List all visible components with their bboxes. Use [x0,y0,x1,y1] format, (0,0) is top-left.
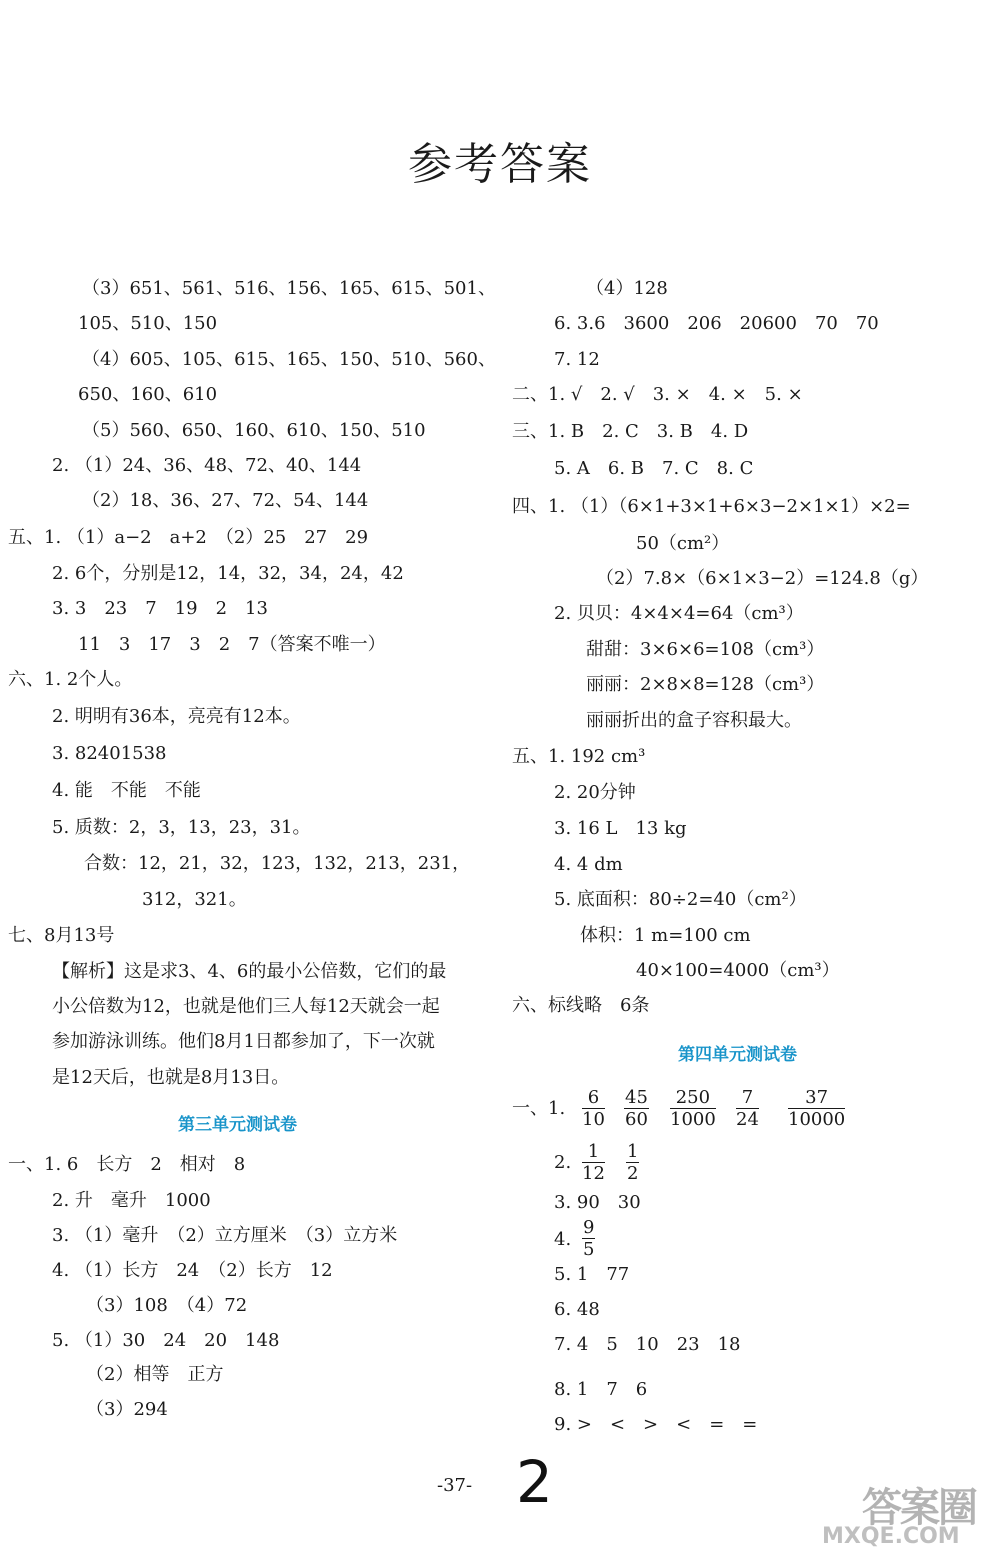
fraction: $\frac{6}{10}$ [582,1087,605,1130]
right-answer-line: 2. 20分钟 [554,782,636,803]
fraction: $\frac{45}{60}$ [625,1087,648,1130]
left-answer-line: 合数：12，21，32，123，132，213，231， [84,853,471,874]
right-answer-line: 五、1. 192 cm³ [512,746,646,767]
right-answer-line: （2）7.8×（6×1×3−2）=124.8（g） [596,568,929,589]
watermark-url: MXQE.COM [822,1524,960,1549]
left-answer-line: 是12天后，也就是8月13日。 [52,1067,290,1088]
fraction: $\frac{1}{2}$ [627,1141,639,1184]
right-answer-line: 三、1. B 2. C 3. B 4. D [512,421,749,442]
left-answer-line: 3. （1）毫升 （2）立方厘米 （3）立方米 [52,1225,398,1246]
left-answer-line: 650、160、610 [78,384,218,405]
left-answer-line: 六、1. 2个人。 [8,669,133,690]
right-answer-line: 二、1. √ 2. √ 3. × 4. × 5. × [512,384,803,405]
right-answer-line: 丽丽折出的盒子容积最大。 [586,710,802,731]
left-answer-line: 3. 82401538 [52,743,167,764]
left-answer-line: 5. 质数：2，3，13，23，31。 [52,817,311,838]
left-answer-line: 2. 明明有36本，亮亮有12本。 [52,706,301,727]
right-answer-line: 7. 12 [554,349,600,370]
unit4-answer-line: 9. > < > < = = [554,1414,758,1435]
page-title: 参考答案 [408,139,592,190]
fraction: $\frac{7}{24}$ [736,1087,759,1130]
right-answer-line: 3. 16 L 13 kg [554,818,687,839]
left-answer-line: （4）605、105、615、165、150、510、560、 [82,349,496,370]
unit4-answer-line: 3. 90 30 [554,1192,641,1213]
right-answer-line: 50（cm²） [636,533,730,554]
left-answer-line: （3）651、561、516、156、165、615、501、 [82,278,496,299]
right-answer-line: 6. 3.6 3600 206 20600 70 70 [554,313,879,334]
right-answer-line: 甜甜：3×6×6=108（cm³） [586,639,825,660]
right-answer-line: 四、1. （1）（6×1+3×1+6×3−2×1×1）×2= [512,496,911,517]
left-answer-line: 2. 升 毫升 1000 [52,1190,211,1211]
watermark-logo: 答案圈 [862,1485,976,1531]
left-answer-line: 五、1. （1）a−2 a+2 （2）25 27 29 [8,527,369,548]
left-answer-line: 4. （1）长方 24 （2）长方 12 [52,1260,333,1281]
right-answer-line: （4）128 [586,278,668,299]
section-heading-unit4: 第四单元测试卷 [678,1045,797,1065]
right-answer-line: 5. 底面积：80÷2=40（cm²） [554,889,807,910]
left-answer-line: （3）294 [86,1399,168,1420]
fraction: $\frac{37}{10000}$ [788,1087,846,1130]
left-answer-line: （5）560、650、160、610、150、510 [82,420,426,441]
fraction: $\frac{1}{12}$ [582,1141,605,1184]
left-answer-line: （2）相等 正方 [86,1364,224,1385]
left-answer-line: 小公倍数为12，也就是他们三人每12天就会一起 [52,996,440,1017]
left-answer-line: 4. 能 不能 不能 [52,780,201,801]
left-answer-line: 七、8月13号 [8,925,115,946]
fraction: $\frac{250}{1000}$ [670,1087,716,1130]
unit4-answer-line: 8. 1 7 6 [554,1379,648,1400]
page-number: -37- [437,1475,473,1496]
left-answer-line: 312，321。 [142,889,247,910]
handwritten-mark: 2 [516,1448,553,1516]
unit4-answer-line: 5. 1 77 [554,1264,630,1285]
left-answer-line: 2. （1）24、36、48、72、40、144 [52,455,362,476]
unit4-q1-label: 一、1. [512,1098,566,1119]
unit4-q4-label: 4. [554,1229,572,1250]
right-answer-line: 体积：1 m=100 cm [580,925,751,946]
left-answer-line: 2. 6个，分别是12，14，32，34，24，42 [52,563,404,584]
left-answer-line: 11 3 17 3 2 7（答案不唯一） [78,634,386,655]
left-answer-line: 3. 3 23 7 19 2 13 [52,598,268,619]
unit4-answer-line: 6. 48 [554,1299,600,1320]
right-answer-line: 5. A 6. B 7. C 8. C [554,458,754,479]
left-answer-line: （2）18、36、27、72、54、144 [82,490,369,511]
left-answer-line: 一、1. 6 长方 2 相对 8 [8,1154,246,1175]
unit4-answer-line: 7. 4 5 10 23 18 [554,1334,741,1355]
left-answer-line: 【解析】这是求3、4、6的最小公倍数，它们的最 [52,961,447,982]
right-answer-line: 六、标线略 6条 [512,995,650,1016]
right-answer-line: 丽丽：2×8×8=128（cm³） [586,674,825,695]
fraction: $\frac{9}{5}$ [583,1217,595,1260]
left-answer-line: 105、510、150 [78,313,218,334]
left-answer-line: （3）108 （4）72 [86,1295,248,1316]
right-answer-line: 4. 4 dm [554,854,623,875]
left-answer-line: 参加游泳训练。他们8月1日都参加了，下一次就 [52,1031,435,1052]
right-answer-line: 2. 贝贝：4×4×4=64（cm³） [554,603,804,624]
right-answer-line: 40×100=4000（cm³） [636,960,840,981]
unit4-q2-label: 2. [554,1152,572,1173]
left-answer-line: 5. （1）30 24 20 148 [52,1330,280,1351]
section-heading-unit3: 第三单元测试卷 [178,1115,297,1135]
